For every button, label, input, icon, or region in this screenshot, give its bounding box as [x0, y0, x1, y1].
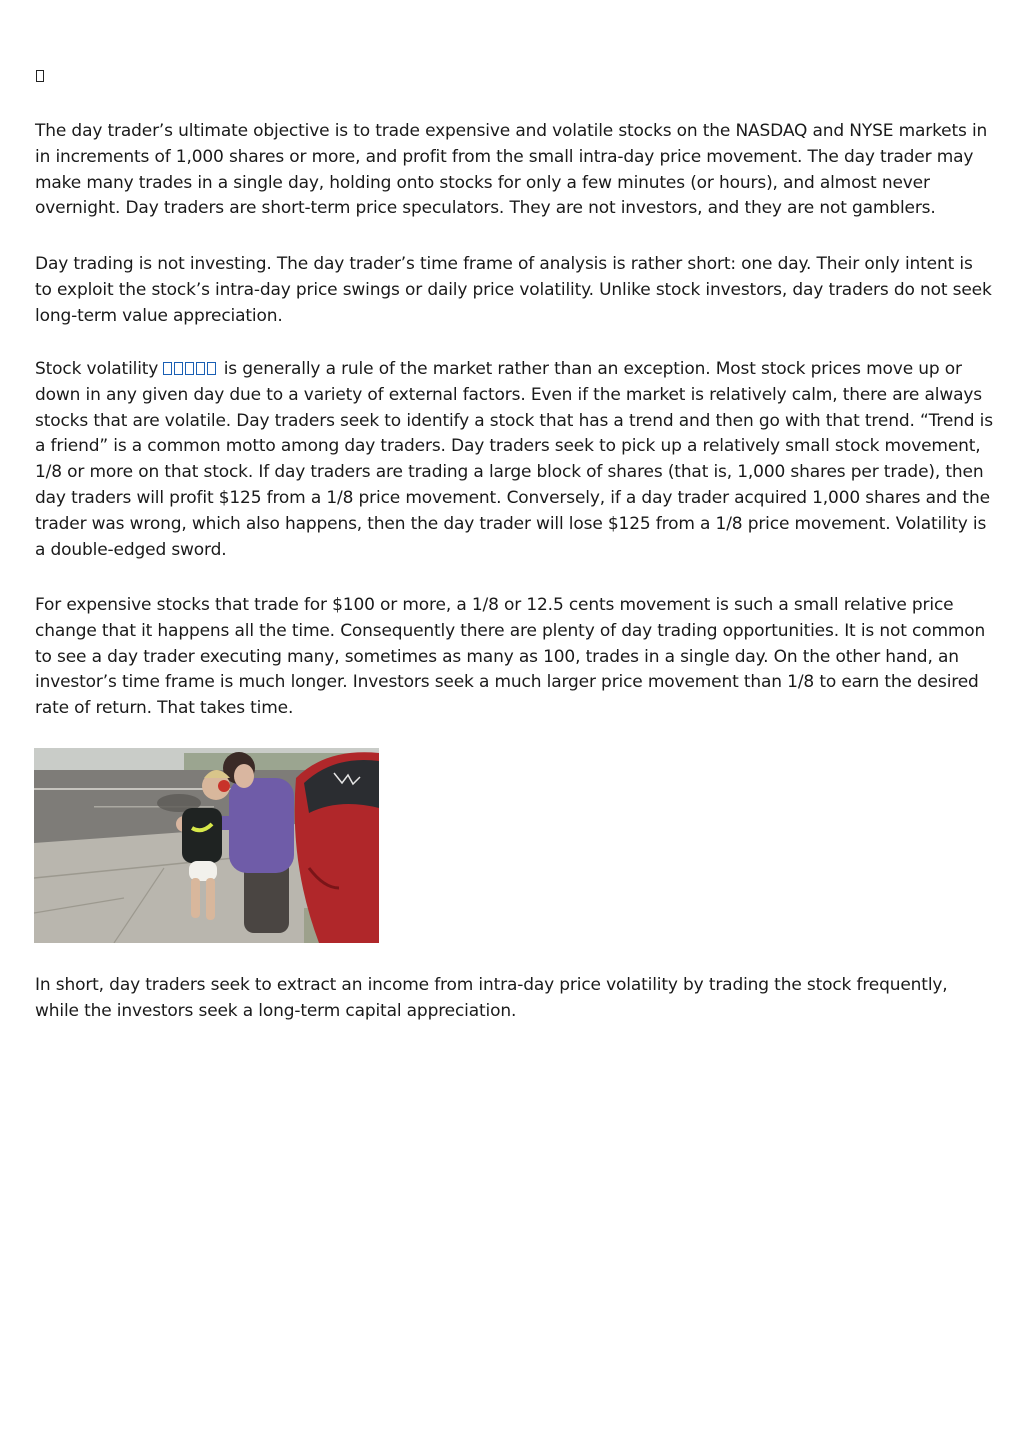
link-glyph-icon [174, 362, 183, 375]
paragraph-3-lead: Stock volatility [35, 359, 164, 379]
paragraph-3 [35, 357, 993, 563]
link-glyph-icon [185, 362, 194, 375]
link-glyph-icon [196, 362, 205, 375]
article-photo [34, 748, 379, 943]
paragraph-2: Day trading is not investing. The day trader’s time frame of analysis is rather short: one day. Their only intent is to exploit the stock’s intra-day price swings or daily price volatility. Unlike stock investors, day traders do not seek long-term value appreciation. [35, 254, 992, 326]
paragraph-1: The day trader’s ultimate objective is to trade expensive and volatile stocks on the NASDAQ and NYSE markets in in increments of 1,000 shares or more, and profit from the small intra-day price movement. The day trader may make many trades in a single day, holding onto stocks for only a few minutes (or hours), and almost never overnight. Day traders are short-term price speculators. They are not investors, and they are not gamblers. [35, 121, 988, 219]
link-glyph-icon [163, 362, 172, 375]
missing-glyph-icon [36, 70, 44, 82]
paragraph-3-body: is generally a rule of the market rather than an exception. Most stock prices move up or down in any given day due to a variety of external factors. Even if the market is relatively calm, there are always stocks that are volatile. Day traders seek to identify a stock that has a trend and then go with that trend. “Trend is a friend” is a common motto among day traders. Day traders seek to pick up a relatively small stock movement, 1/8 or more on that stock. If day traders are trading a large block of shares (that is, 1,000 shares per trade), then day traders will profit $125 from a 1/8 price movement. Conversely, if a day trader acquired 1,000 shares and the trader was wrong, which also happens, then the day trader will lose $125 from a 1/8 price movement. Volatility is a double-edged sword. [35, 359, 993, 560]
photo-illustration [34, 748, 379, 943]
link-glyph-icon [207, 362, 216, 375]
paragraph-5: In short, day traders seek to extract an income from intra-day price volatility by trading the stock frequently, while the investors seek a long-term capital appreciation. [35, 975, 948, 1021]
paragraph-4: For expensive stocks that trade for $100 or more, a 1/8 or 12.5 cents movement is such a small relative price change that it happens all the time. Consequently there are plenty of day trading opportunities. It is not common to see a day trader executing many, sometimes as many as 100, trades in a single day. On the other hand, an investor’s time frame is much longer. Investors seek a much larger price movement than 1/8 to earn the desired rate of return. That takes time. [35, 595, 986, 719]
inline-link[interactable] [163, 359, 218, 379]
